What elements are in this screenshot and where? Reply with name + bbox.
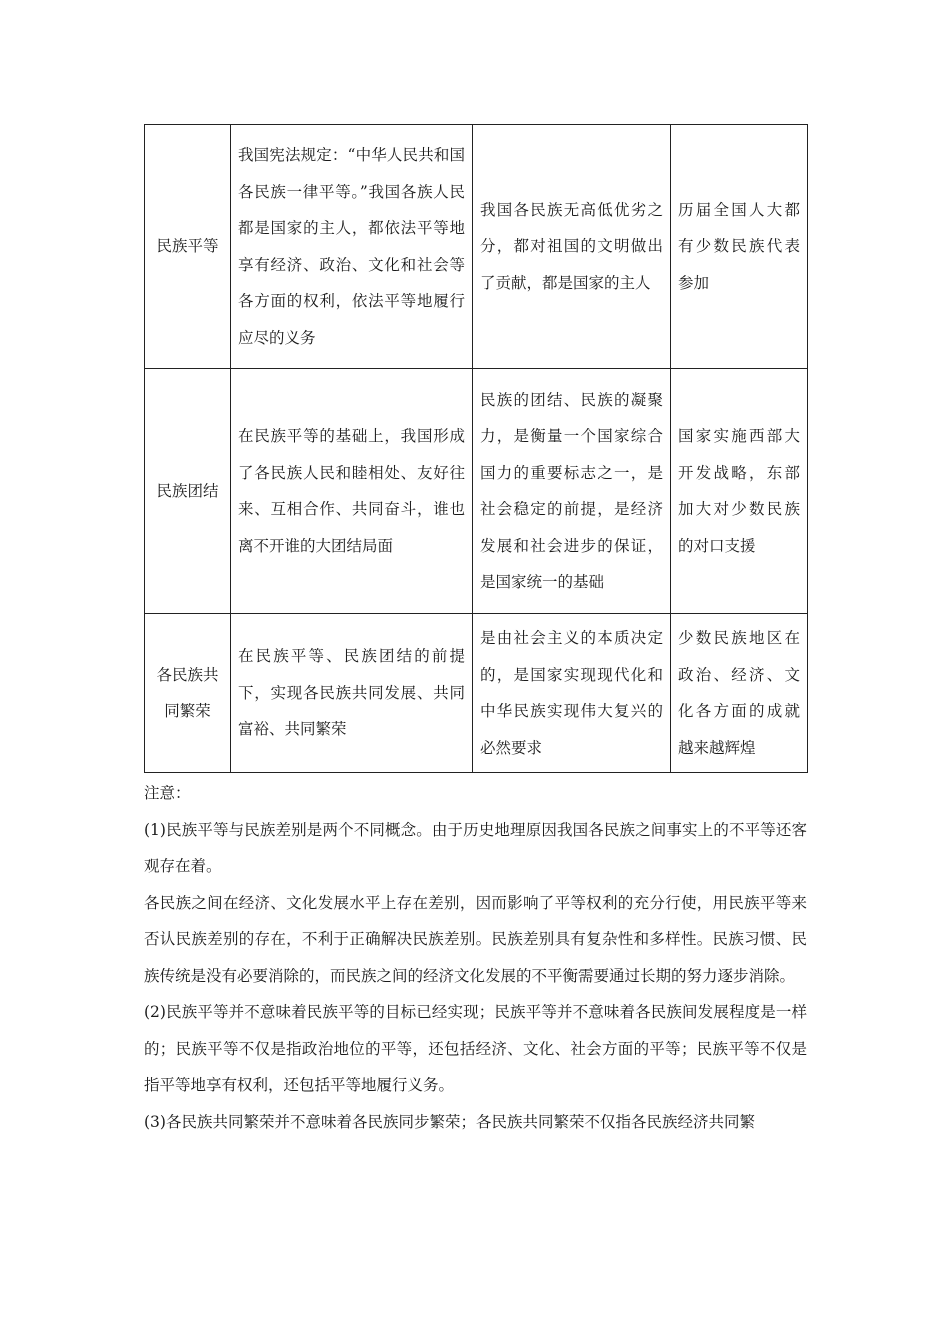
table-row (145, 125, 808, 369)
principle-significance-cell: 民族的团结、民族的凝聚力，是衡量一个国家综合国力的重要标志之一，是社会稳定的前提，是经济发展和社会进步的保证，是国家统一的基础 (473, 369, 671, 614)
table-row (145, 369, 808, 614)
table-row (145, 614, 808, 773)
principle-name-cell: 民族平等 (145, 125, 231, 369)
principle-example-cell: 历届全国人大都有少数民族代表参加 (671, 125, 808, 369)
ethnic-principles-table (144, 124, 808, 773)
principle-significance-cell: 我国各民族无高低优劣之分，都对祖国的文明做出了贡献，都是国家的主人 (473, 125, 671, 369)
principle-content-cell: 我国宪法规定：“中华人民共和国各民族一律平等。”我国各族人民都是国家的主人，都依法平等地享有经济、政治、文化和社会等各方面的权利，依法平等地履行应尽的义务 (231, 125, 473, 369)
document-page (144, 124, 807, 1140)
principle-significance-cell: 是由社会主义的本质决定的，是国家实现现代化和中华民族实现伟大复兴的必然要求 (473, 614, 671, 773)
principle-example-cell: 少数民族地区在政治、经济、文化各方面的成就越来越辉煌 (671, 614, 808, 773)
notes-heading: 注意： (144, 784, 191, 802)
note-paragraph: (1)民族平等与民族差别是两个不同概念。由于历史地理原因我国各民族之间事实上的不平等还客观存在着。 (144, 820, 807, 875)
principle-content-cell: 在民族平等的基础上，我国形成了各民族人民和睦相处、友好往来、互相合作、共同奋斗，谁也离不开谁的大团结局面 (231, 369, 473, 614)
notes-section (144, 775, 807, 1140)
note-paragraph: (2)民族平等并不意味着民族平等的目标已经实现；民族平等并不意味着各民族间发展程度是一样的；民族平等不仅是指政治地位的平等，还包括经济、文化、社会方面的平等；民族平等不仅是指平等地享有权利，还包括平等地履行义务。 (144, 1003, 807, 1094)
principle-example-cell: 国家实施西部大开发战略，东部加大对少数民族的对口支援 (671, 369, 808, 614)
note-paragraph: 各民族之间在经济、文化发展水平上存在差别，因而影响了平等权利的充分行使，用民族平等来否认民族差别的存在，不利于正确解决民族差别。民族差别具有复杂性和多样性。民族习惯、民族传统是没有必要消除的，而民族之间的经济文化发展的不平衡需要通过长期的努力逐步消除。 (144, 893, 807, 985)
principle-name-cell: 各民族共同繁荣 (145, 614, 231, 773)
principle-content-cell: 在民族平等、民族团结的前提下，实现各民族共同发展、共同富裕、共同繁荣 (231, 614, 473, 773)
note-paragraph: (3)各民族共同繁荣并不意味着各民族同步繁荣；各民族共同繁荣不仅指各民族经济共同繁 (144, 1112, 755, 1131)
principle-name-cell: 民族团结 (145, 369, 231, 614)
